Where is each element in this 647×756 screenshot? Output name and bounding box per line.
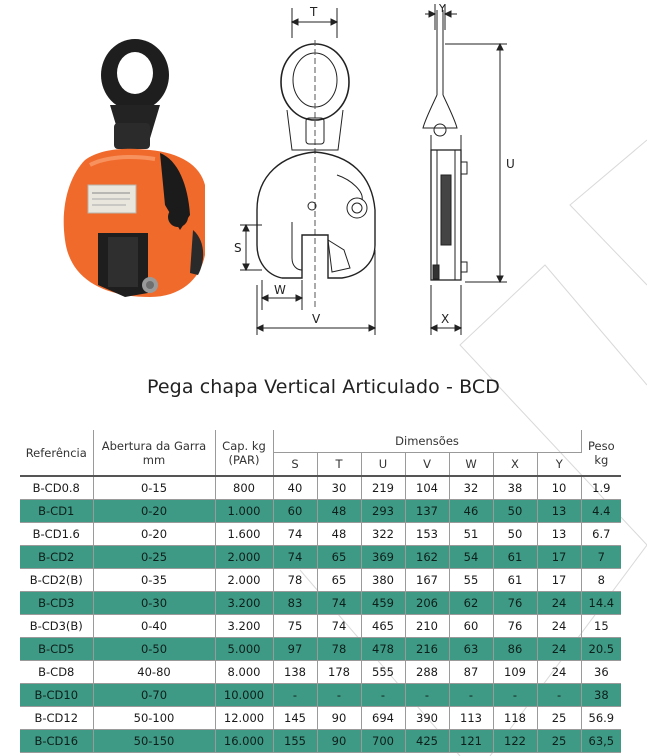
cell-referencia: B-CD3(B) bbox=[20, 615, 93, 638]
cell-capacidade: 3.200 bbox=[215, 615, 273, 638]
cell-y: 25 bbox=[537, 707, 581, 730]
cell-t: 78 bbox=[317, 638, 361, 661]
cell-v: 288 bbox=[405, 661, 449, 684]
lifting-eye bbox=[101, 39, 169, 149]
cell-v: 425 bbox=[405, 730, 449, 753]
front-view-drawing bbox=[232, 0, 392, 345]
cell-u: 700 bbox=[361, 730, 405, 753]
cell-y: 17 bbox=[537, 546, 581, 569]
cell-y: 24 bbox=[537, 661, 581, 684]
cell-referencia: B-CD16 bbox=[20, 730, 93, 753]
header-dim-x: X bbox=[493, 453, 537, 477]
cell-w: 51 bbox=[449, 523, 493, 546]
cell-capacidade: 3.200 bbox=[215, 592, 273, 615]
table-row bbox=[20, 707, 621, 730]
cell-v: 162 bbox=[405, 546, 449, 569]
cell-abertura: 40-80 bbox=[93, 661, 215, 684]
cell-s: 74 bbox=[273, 523, 317, 546]
cell-abertura: 0-35 bbox=[93, 569, 215, 592]
table-header-row bbox=[20, 430, 621, 453]
cell-peso: 1.9 bbox=[581, 476, 621, 500]
cell-s: 75 bbox=[273, 615, 317, 638]
cell-abertura: 0-50 bbox=[93, 638, 215, 661]
cell-peso: 15 bbox=[581, 615, 621, 638]
header-abertura-line2: mm bbox=[142, 452, 166, 467]
table-row bbox=[20, 523, 621, 546]
cell-referencia: B-CD12 bbox=[20, 707, 93, 730]
cell-s: 83 bbox=[273, 592, 317, 615]
cell-referencia: B-CD10 bbox=[20, 684, 93, 707]
cell-capacidade: 5.000 bbox=[215, 638, 273, 661]
cell-x: 61 bbox=[493, 569, 537, 592]
header-peso bbox=[581, 430, 621, 476]
cell-y: - bbox=[537, 684, 581, 707]
header-abertura-line1: Abertura da Garra bbox=[101, 438, 207, 453]
cell-v: 210 bbox=[405, 615, 449, 638]
table-row bbox=[20, 500, 621, 523]
cell-capacidade: 1.000 bbox=[215, 500, 273, 523]
cell-y: 25 bbox=[537, 730, 581, 753]
cell-x: 50 bbox=[493, 500, 537, 523]
cell-peso: 8 bbox=[581, 569, 621, 592]
cell-x: - bbox=[493, 684, 537, 707]
cell-w: - bbox=[449, 684, 493, 707]
table-row bbox=[20, 638, 621, 661]
cell-capacidade: 8.000 bbox=[215, 661, 273, 684]
cell-v: 137 bbox=[405, 500, 449, 523]
header-abertura bbox=[93, 430, 215, 476]
cell-x: 86 bbox=[493, 638, 537, 661]
spec-table-body bbox=[20, 476, 621, 753]
cell-s: 74 bbox=[273, 546, 317, 569]
header-dim-s: S bbox=[273, 453, 317, 477]
header-dim-w: W bbox=[449, 453, 493, 477]
cell-y: 17 bbox=[537, 569, 581, 592]
cell-abertura: 0-20 bbox=[93, 500, 215, 523]
cell-s: - bbox=[273, 684, 317, 707]
dim-label-v: V bbox=[312, 312, 321, 326]
cell-u: 465 bbox=[361, 615, 405, 638]
cell-capacidade: 1.600 bbox=[215, 523, 273, 546]
header-dim-v: V bbox=[405, 453, 449, 477]
cell-u: 380 bbox=[361, 569, 405, 592]
cell-w: 46 bbox=[449, 500, 493, 523]
page-title: Pega chapa Vertical Articulado - BCD bbox=[146, 376, 500, 398]
cell-w: 121 bbox=[449, 730, 493, 753]
table-row bbox=[20, 661, 621, 684]
cell-y: 13 bbox=[537, 523, 581, 546]
cell-s: 97 bbox=[273, 638, 317, 661]
dim-label-y: Y bbox=[439, 2, 446, 15]
cell-y: 24 bbox=[537, 592, 581, 615]
cell-x: 50 bbox=[493, 523, 537, 546]
cell-v: 104 bbox=[405, 476, 449, 500]
cell-w: 113 bbox=[449, 707, 493, 730]
cell-capacidade: 2.000 bbox=[215, 569, 273, 592]
cell-t: 65 bbox=[317, 546, 361, 569]
cell-u: 478 bbox=[361, 638, 405, 661]
cell-w: 60 bbox=[449, 615, 493, 638]
cell-u: - bbox=[361, 684, 405, 707]
cell-x: 109 bbox=[493, 661, 537, 684]
cell-peso: 7 bbox=[581, 546, 621, 569]
table-row bbox=[20, 615, 621, 638]
header-capacidade bbox=[215, 430, 273, 476]
dim-label-u: U bbox=[506, 157, 515, 171]
cell-s: 155 bbox=[273, 730, 317, 753]
table-row bbox=[20, 569, 621, 592]
cell-abertura: 0-30 bbox=[93, 592, 215, 615]
cell-t: 30 bbox=[317, 476, 361, 500]
cell-peso: 63,5 bbox=[581, 730, 621, 753]
cell-abertura: 0-70 bbox=[93, 684, 215, 707]
cell-v: 216 bbox=[405, 638, 449, 661]
cell-s: 40 bbox=[273, 476, 317, 500]
cell-referencia: B-CD0.8 bbox=[20, 476, 93, 500]
cell-peso: 14.4 bbox=[581, 592, 621, 615]
header-peso-line2: kg bbox=[594, 452, 609, 467]
cell-w: 63 bbox=[449, 638, 493, 661]
header-dim-t: T bbox=[317, 453, 361, 477]
table-row bbox=[20, 546, 621, 569]
cell-u: 555 bbox=[361, 661, 405, 684]
dim-label-s: S bbox=[234, 241, 242, 255]
cell-u: 219 bbox=[361, 476, 405, 500]
cell-y: 13 bbox=[537, 500, 581, 523]
cell-peso: 56.9 bbox=[581, 707, 621, 730]
cell-referencia: B-CD2 bbox=[20, 546, 93, 569]
cell-w: 54 bbox=[449, 546, 493, 569]
cell-u: 322 bbox=[361, 523, 405, 546]
cell-t: 74 bbox=[317, 592, 361, 615]
cell-x: 118 bbox=[493, 707, 537, 730]
cell-capacidade: 16.000 bbox=[215, 730, 273, 753]
cell-s: 138 bbox=[273, 661, 317, 684]
cell-y: 24 bbox=[537, 615, 581, 638]
cell-abertura: 0-15 bbox=[93, 476, 215, 500]
table-row bbox=[20, 476, 621, 500]
cell-y: 24 bbox=[537, 638, 581, 661]
cell-capacidade: 2.000 bbox=[215, 546, 273, 569]
cell-u: 293 bbox=[361, 500, 405, 523]
cell-t: 48 bbox=[317, 500, 361, 523]
table-row bbox=[20, 592, 621, 615]
cell-x: 61 bbox=[493, 546, 537, 569]
cell-t: 65 bbox=[317, 569, 361, 592]
cell-peso: 4.4 bbox=[581, 500, 621, 523]
cell-s: 78 bbox=[273, 569, 317, 592]
side-view-drawing bbox=[405, 0, 535, 345]
dim-label-x: X bbox=[441, 312, 450, 326]
cell-t: 74 bbox=[317, 615, 361, 638]
cell-peso: 36 bbox=[581, 661, 621, 684]
cell-x: 76 bbox=[493, 615, 537, 638]
dim-label-t: T bbox=[310, 5, 318, 19]
header-dim-y: Y bbox=[537, 453, 581, 477]
cell-x: 38 bbox=[493, 476, 537, 500]
cell-v: - bbox=[405, 684, 449, 707]
cell-referencia: B-CD3 bbox=[20, 592, 93, 615]
cell-w: 62 bbox=[449, 592, 493, 615]
cell-abertura: 0-25 bbox=[93, 546, 215, 569]
cell-u: 459 bbox=[361, 592, 405, 615]
cell-t: - bbox=[317, 684, 361, 707]
dim-label-w: W bbox=[274, 283, 286, 297]
cell-v: 153 bbox=[405, 523, 449, 546]
cell-capacidade: 12.000 bbox=[215, 707, 273, 730]
cell-capacidade: 10.000 bbox=[215, 684, 273, 707]
cell-u: 369 bbox=[361, 546, 405, 569]
cell-y: 10 bbox=[537, 476, 581, 500]
cell-t: 90 bbox=[317, 730, 361, 753]
header-peso-line1: Peso bbox=[588, 438, 615, 453]
header-cap-line1: Cap. kg bbox=[222, 438, 266, 453]
cell-s: 60 bbox=[273, 500, 317, 523]
cell-peso: 6.7 bbox=[581, 523, 621, 546]
cell-x: 122 bbox=[493, 730, 537, 753]
cell-referencia: B-CD1.6 bbox=[20, 523, 93, 546]
cell-capacidade: 800 bbox=[215, 476, 273, 500]
cell-v: 167 bbox=[405, 569, 449, 592]
cell-referencia: B-CD2(B) bbox=[20, 569, 93, 592]
cell-x: 76 bbox=[493, 592, 537, 615]
cell-peso: 38 bbox=[581, 684, 621, 707]
header-cap-line2: (PAR) bbox=[228, 452, 260, 467]
cell-t: 48 bbox=[317, 523, 361, 546]
cell-v: 206 bbox=[405, 592, 449, 615]
cell-v: 390 bbox=[405, 707, 449, 730]
cell-abertura: 50-150 bbox=[93, 730, 215, 753]
header-dim-u: U bbox=[361, 453, 405, 477]
cell-t: 178 bbox=[317, 661, 361, 684]
header-dimensoes: Dimensões bbox=[273, 430, 581, 453]
spec-table bbox=[20, 430, 621, 753]
cell-peso: 20.5 bbox=[581, 638, 621, 661]
cell-abertura: 50-100 bbox=[93, 707, 215, 730]
table-row bbox=[20, 684, 621, 707]
cell-abertura: 0-20 bbox=[93, 523, 215, 546]
cell-w: 32 bbox=[449, 476, 493, 500]
cell-referencia: B-CD1 bbox=[20, 500, 93, 523]
cell-referencia: B-CD5 bbox=[20, 638, 93, 661]
cell-u: 694 bbox=[361, 707, 405, 730]
cell-w: 87 bbox=[449, 661, 493, 684]
table-row bbox=[20, 730, 621, 753]
cell-t: 90 bbox=[317, 707, 361, 730]
cell-s: 145 bbox=[273, 707, 317, 730]
product-photo bbox=[30, 35, 220, 305]
cell-abertura: 0-40 bbox=[93, 615, 215, 638]
cell-w: 55 bbox=[449, 569, 493, 592]
header-referencia: Referência bbox=[20, 430, 93, 476]
cell-referencia: B-CD8 bbox=[20, 661, 93, 684]
